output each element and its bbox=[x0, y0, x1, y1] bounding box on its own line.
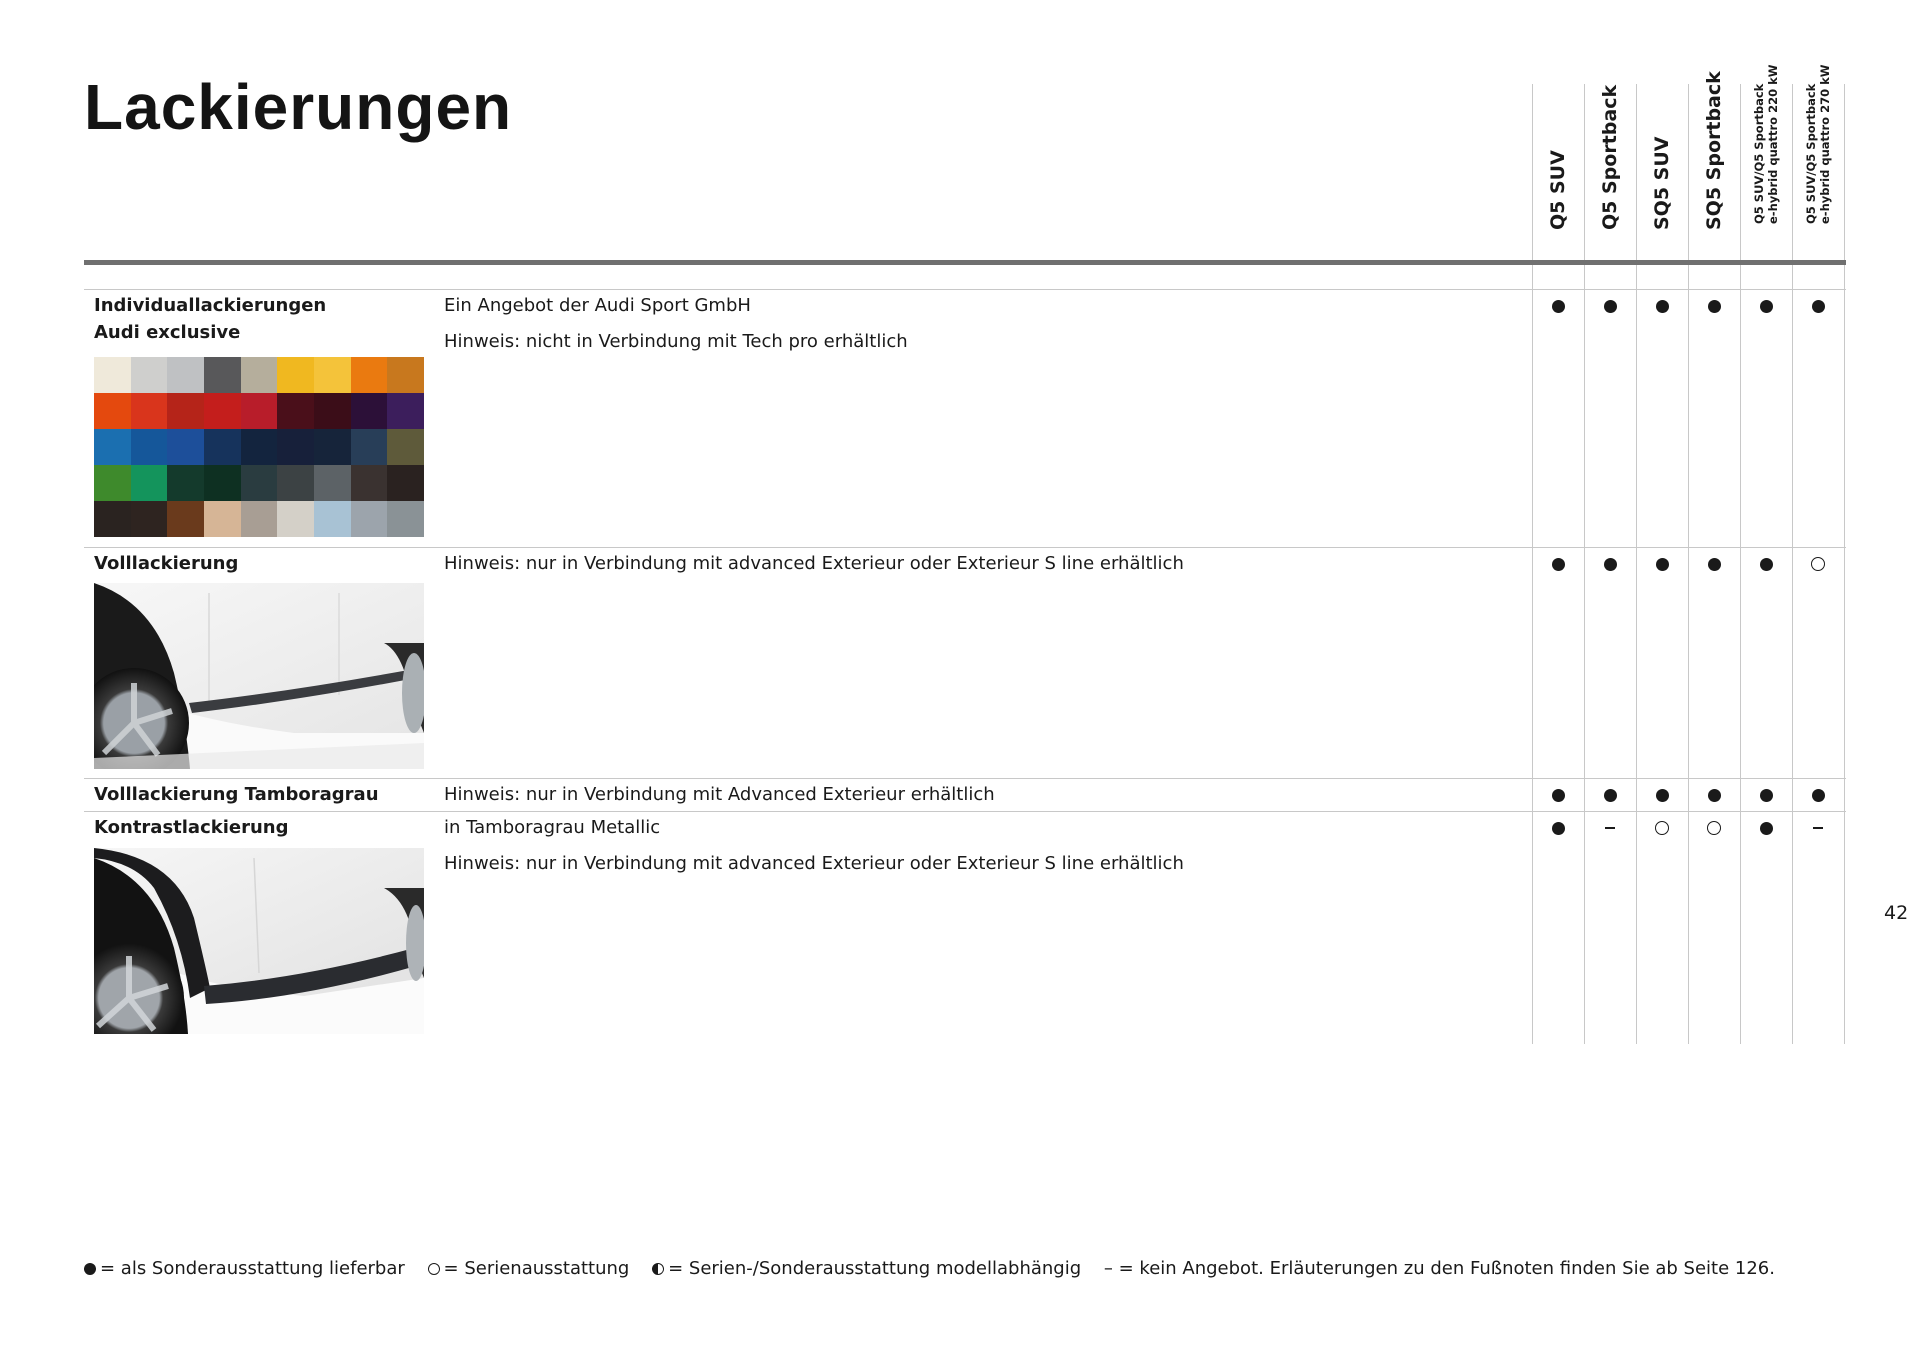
availability-mark bbox=[1798, 784, 1838, 806]
empty-circle-icon bbox=[428, 1263, 440, 1275]
row-label-kontrastlackierung: Kontrastlackierung bbox=[94, 817, 289, 838]
color-swatch bbox=[387, 429, 424, 465]
filled-circle-icon bbox=[1812, 300, 1825, 313]
filled-circle-icon bbox=[1760, 300, 1773, 313]
availability-mark bbox=[1694, 784, 1734, 806]
column-header-sq5-suv: SQ5 SUV bbox=[1651, 136, 1673, 230]
filled-circle-icon bbox=[84, 1263, 96, 1275]
legend-item-not-offered: – = kein Angebot. Erläuterungen zu den Fußnoten finden Sie ab Seite 126. bbox=[1103, 1258, 1775, 1279]
column-header-q5-suv: Q5 SUV bbox=[1547, 150, 1569, 230]
color-swatch bbox=[351, 465, 388, 501]
filled-circle-icon bbox=[1760, 789, 1773, 802]
filled-circle-icon bbox=[1656, 300, 1669, 313]
color-swatch bbox=[387, 501, 424, 537]
availability-mark bbox=[1746, 553, 1786, 575]
color-swatch bbox=[277, 465, 314, 501]
row-divider bbox=[84, 547, 1846, 548]
row-description: in Tamboragrau Metallic Hinweis: nur in Verbindung mit advanced Exterieur oder Exterieur S line erhältlich bbox=[444, 817, 1184, 874]
row-description: Hinweis: nur in Verbindung mit Advanced Exterieur erhältlich bbox=[444, 784, 995, 805]
color-swatch bbox=[204, 465, 241, 501]
dash-icon bbox=[1605, 827, 1615, 829]
row-divider bbox=[84, 778, 1846, 779]
color-swatch bbox=[167, 357, 204, 393]
color-swatch-grid bbox=[94, 357, 424, 537]
filled-circle-icon bbox=[1604, 558, 1617, 571]
column-divider bbox=[1844, 84, 1845, 1044]
color-swatch bbox=[94, 393, 131, 429]
row-label-individuallackierungen: Individuallackierungen Audi exclusive bbox=[94, 295, 327, 343]
filled-circle-icon bbox=[1656, 789, 1669, 802]
filled-circle-icon bbox=[1552, 300, 1565, 313]
color-swatch bbox=[277, 429, 314, 465]
availability-mark bbox=[1798, 817, 1838, 839]
column-header-q5-sportback: Q5 Sportback bbox=[1599, 84, 1621, 230]
availability-mark bbox=[1642, 784, 1682, 806]
color-swatch bbox=[241, 357, 278, 393]
color-swatch bbox=[314, 393, 351, 429]
empty-circle-icon bbox=[1707, 821, 1721, 835]
header-rule bbox=[84, 260, 1846, 265]
color-swatch bbox=[167, 465, 204, 501]
legend-item-standard: = Serienausstattung bbox=[428, 1257, 630, 1281]
availability-mark bbox=[1746, 295, 1786, 317]
color-swatch bbox=[241, 429, 278, 465]
filled-circle-icon bbox=[1552, 822, 1565, 835]
availability-mark bbox=[1590, 553, 1630, 575]
color-swatch bbox=[94, 429, 131, 465]
color-swatch bbox=[204, 393, 241, 429]
availability-mark bbox=[1538, 817, 1578, 839]
empty-circle-icon bbox=[1811, 557, 1825, 571]
color-swatch bbox=[94, 501, 131, 537]
availability-mark bbox=[1642, 553, 1682, 575]
color-swatch bbox=[351, 393, 388, 429]
color-swatch bbox=[351, 429, 388, 465]
column-header-sq5-sportback: SQ5 Sportback bbox=[1703, 71, 1725, 230]
availability-mark bbox=[1694, 295, 1734, 317]
legend-item-optional: = als Sonderausstattung lieferbar bbox=[84, 1257, 405, 1281]
filled-circle-icon bbox=[1708, 300, 1721, 313]
row-description: Hinweis: nur in Verbindung mit advanced Exterieur oder Exterieur S line erhältlich bbox=[444, 553, 1184, 574]
color-swatch bbox=[241, 393, 278, 429]
filled-circle-icon bbox=[1708, 558, 1721, 571]
filled-circle-icon bbox=[1812, 789, 1825, 802]
availability-mark bbox=[1694, 553, 1734, 575]
color-swatch bbox=[204, 429, 241, 465]
color-swatch bbox=[277, 501, 314, 537]
page-number: 42 bbox=[1884, 902, 1909, 924]
filled-circle-icon bbox=[1656, 558, 1669, 571]
row-description: Ein Angebot der Audi Sport GmbH Hinweis: nicht in Verbindung mit Tech pro erhältlich bbox=[444, 295, 908, 352]
filled-circle-icon bbox=[1708, 789, 1721, 802]
color-swatch bbox=[314, 465, 351, 501]
availability-mark bbox=[1590, 784, 1630, 806]
color-swatch bbox=[167, 501, 204, 537]
half-circle-icon bbox=[652, 1263, 664, 1275]
color-swatch bbox=[351, 501, 388, 537]
dash-icon bbox=[1813, 827, 1823, 829]
color-swatch bbox=[314, 429, 351, 465]
availability-mark bbox=[1590, 295, 1630, 317]
color-swatch bbox=[204, 357, 241, 393]
color-swatch bbox=[131, 429, 168, 465]
color-swatch bbox=[94, 465, 131, 501]
availability-mark bbox=[1746, 817, 1786, 839]
row-label-volllackierung-tamboragrau: Volllackierung Tamboragrau bbox=[94, 784, 379, 805]
availability-mark bbox=[1538, 784, 1578, 806]
availability-mark bbox=[1538, 553, 1578, 575]
filled-circle-icon bbox=[1760, 822, 1773, 835]
filled-circle-icon bbox=[1760, 558, 1773, 571]
legend-item-model-dependent: = Serien-/Sonderausstattung modellabhängig bbox=[652, 1257, 1081, 1281]
color-swatch bbox=[387, 393, 424, 429]
row-label-volllackierung: Volllackierung bbox=[94, 553, 239, 574]
legend bbox=[84, 1257, 1792, 1281]
color-swatch bbox=[351, 357, 388, 393]
color-swatch bbox=[277, 357, 314, 393]
availability-mark bbox=[1694, 817, 1734, 839]
color-swatch bbox=[241, 501, 278, 537]
color-swatch bbox=[167, 393, 204, 429]
column-header-q5-ehybrid-270: Q5 SUV/Q5 Sportback e-hybrid quattro 270 kW bbox=[1804, 64, 1832, 224]
color-swatch bbox=[314, 357, 351, 393]
row-divider bbox=[84, 289, 1846, 290]
color-swatch bbox=[131, 357, 168, 393]
page-title: Lackierungen bbox=[84, 71, 513, 143]
color-swatch bbox=[387, 465, 424, 501]
color-swatch bbox=[277, 393, 314, 429]
color-swatch bbox=[314, 501, 351, 537]
color-swatch bbox=[204, 501, 241, 537]
filled-circle-icon bbox=[1604, 300, 1617, 313]
empty-circle-icon bbox=[1655, 821, 1669, 835]
color-swatch bbox=[241, 465, 278, 501]
color-swatch bbox=[94, 357, 131, 393]
color-swatch bbox=[131, 465, 168, 501]
color-swatch bbox=[131, 393, 168, 429]
availability-mark bbox=[1642, 817, 1682, 839]
availability-mark bbox=[1590, 817, 1630, 839]
availability-mark bbox=[1798, 295, 1838, 317]
availability-mark bbox=[1798, 553, 1838, 575]
car-photo-volllackierung bbox=[94, 583, 424, 769]
availability-mark bbox=[1642, 295, 1682, 317]
availability-mark bbox=[1746, 784, 1786, 806]
color-swatch bbox=[131, 501, 168, 537]
filled-circle-icon bbox=[1552, 558, 1565, 571]
column-header-q5-ehybrid-220: Q5 SUV/Q5 Sportback e-hybrid quattro 220 kW bbox=[1752, 64, 1780, 224]
availability-mark bbox=[1538, 295, 1578, 317]
color-swatch bbox=[167, 429, 204, 465]
filled-circle-icon bbox=[1552, 789, 1565, 802]
car-photo-kontrastlackierung bbox=[94, 848, 424, 1034]
color-swatch bbox=[387, 357, 424, 393]
filled-circle-icon bbox=[1604, 789, 1617, 802]
